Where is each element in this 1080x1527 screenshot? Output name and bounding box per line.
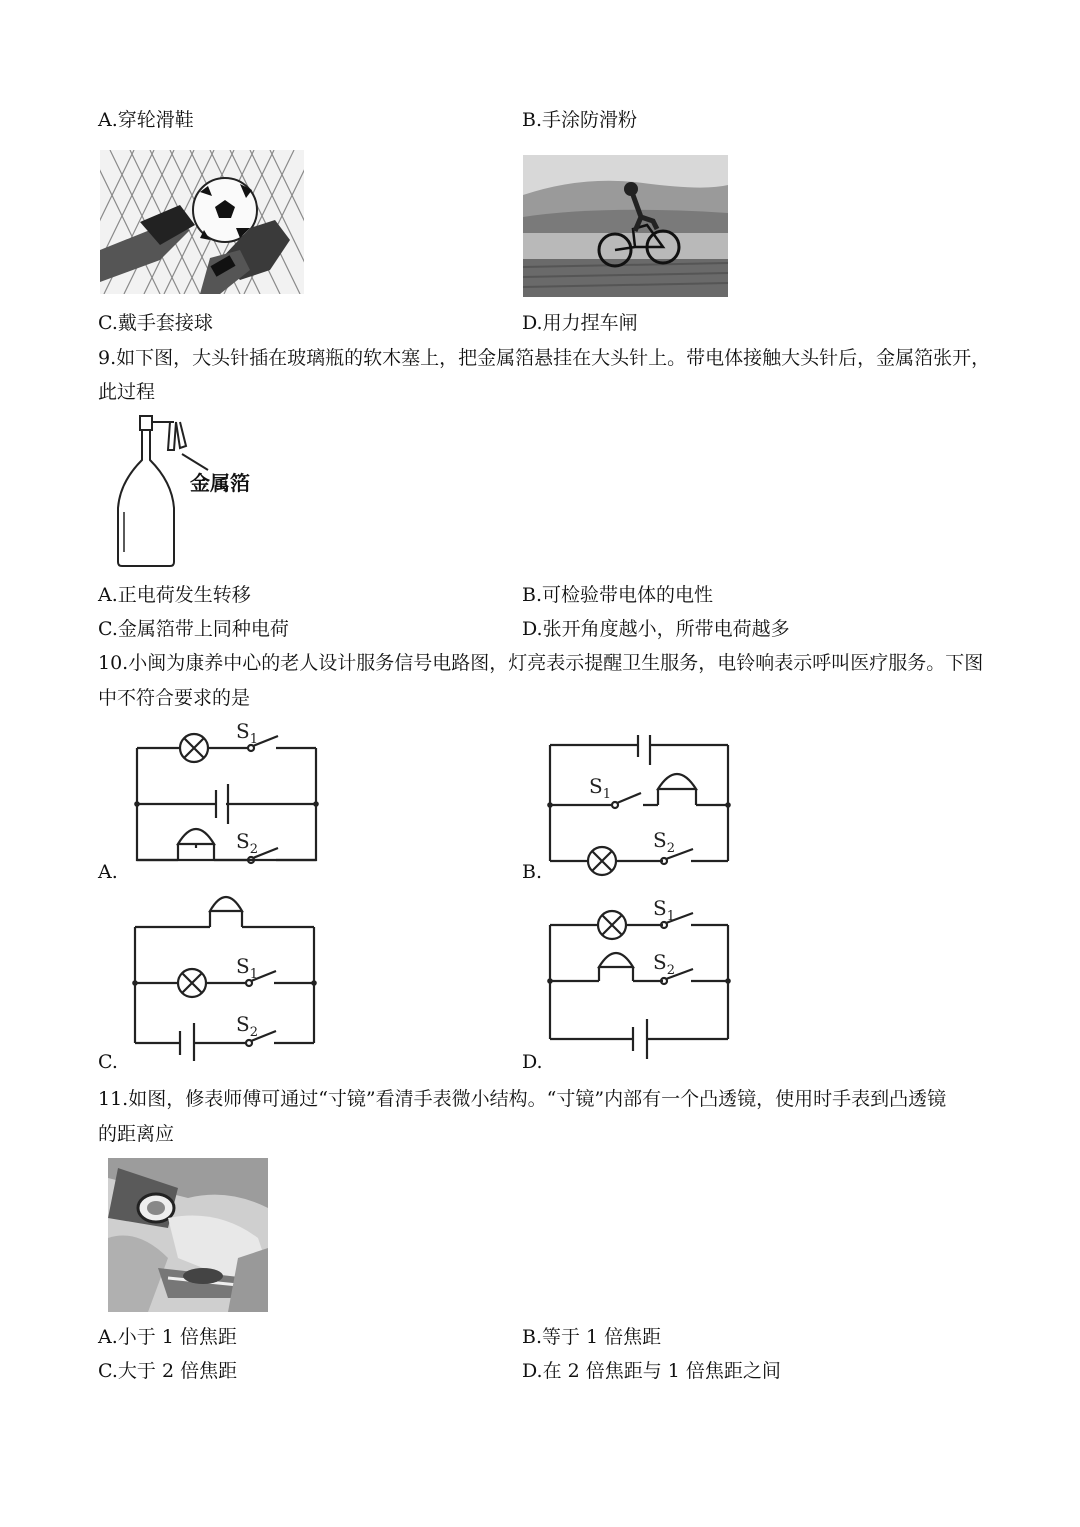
circuit-a-label: A. — [98, 861, 118, 883]
circuit-c-label: C. — [98, 1051, 118, 1073]
q9-stem-line2: 此过程 — [98, 381, 156, 403]
watchmaker-loupe-photo — [108, 1158, 268, 1312]
q9-option-c: C.金属箔带上同种电荷 — [98, 618, 289, 640]
circuit-d — [543, 893, 743, 1063]
circuit-c — [128, 893, 328, 1063]
q8-option-b: B.手涂防滑粉 — [522, 109, 638, 131]
circuit-d-s1-label: $S_1$ — [653, 896, 675, 924]
q11-option-b: B.等于 1 倍焦距 — [522, 1326, 662, 1348]
q11-option-c: C.大于 2 倍焦距 — [98, 1360, 238, 1382]
cyclist-braking-photo — [523, 155, 728, 297]
circuit-b — [543, 735, 743, 885]
circuit-b-s1-label: $S_1$ — [589, 774, 611, 802]
circuit-d-s2-label: $S_2$ — [653, 950, 675, 978]
circuit-c-s2-label: $S_2$ — [236, 1012, 258, 1040]
q8-option-d: D.用力捏车闸 — [522, 312, 638, 334]
q9-option-d: D.张开角度越小，所带电荷越多 — [522, 618, 790, 640]
foil-label: 金属箔 — [190, 471, 250, 495]
goalkeeper-gloves-photo — [100, 150, 304, 294]
q11-option-a: A.小于 1 倍焦距 — [98, 1326, 237, 1348]
circuit-d-label: D. — [522, 1051, 543, 1073]
q10-stem-line1: 10.小闽为康养中心的老人设计服务信号电路图，灯亮表示提醒卫生服务，电铃响表示呼叫医疗服务。下图 — [98, 652, 984, 674]
circuit-a-s2-label: $S_2$ — [236, 829, 258, 857]
q9-option-b: B.可检验带电体的电性 — [522, 584, 714, 606]
circuit-a-s1-label: $S_1$ — [236, 719, 258, 747]
circuit-c-s1-label: $S_1$ — [236, 954, 258, 982]
q11-option-d: D.在 2 倍焦距与 1 倍焦距之间 — [522, 1360, 781, 1382]
q9-option-a: A.正电荷发生转移 — [98, 584, 251, 606]
q11-stem-line1: 11.如图，修表师傅可通过“寸镜”看清手表微小结构。“寸镜”内部有一个凸透镜，使用时手表到凸透镜 — [98, 1088, 947, 1110]
q8-option-c: C.戴手套接球 — [98, 312, 213, 334]
q11-stem-line2: 的距离应 — [98, 1123, 175, 1145]
circuit-b-s2-label: $S_2$ — [653, 828, 675, 856]
q10-stem-line2: 中不符合要求的是 — [98, 687, 251, 709]
circuit-a — [130, 718, 330, 868]
circuit-b-label: B. — [522, 861, 543, 883]
q8-option-a: A.穿轮滑鞋 — [98, 109, 194, 131]
q9-stem-line1: 9.如下图，大头针插在玻璃瓶的软木塞上，把金属箔悬挂在大头针上。带电体接触大头针后，金属箔张开， — [98, 347, 991, 369]
